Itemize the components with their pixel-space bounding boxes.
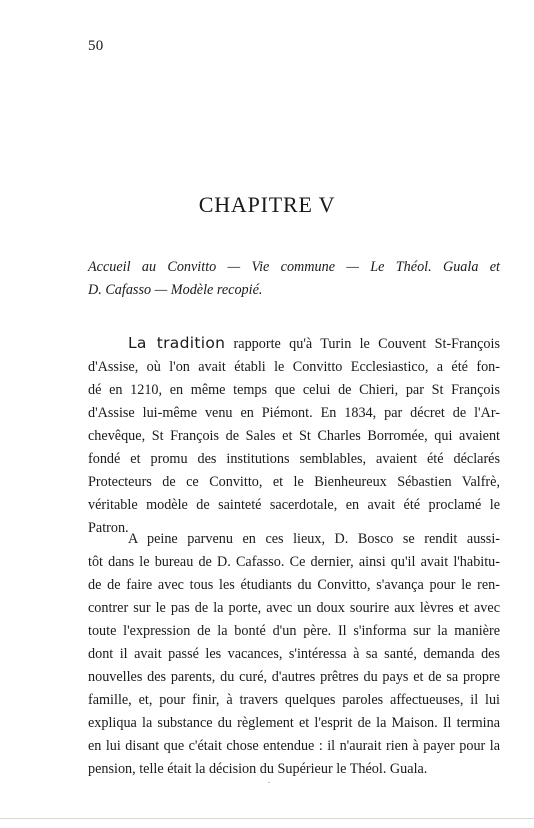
paragraph-line: d'Assise, où l'on avait établi le Convitto Ecclesiastico, a été fon-: [88, 359, 500, 375]
paragraph-line: Patron.: [88, 520, 129, 536]
paragraph-line: dont il avait passé les vacances, s'intéressa à sa santé, demanda des: [88, 646, 500, 662]
paragraph-line: contrer sur le pas de la porte, avec un doux sourire aux lèvres et avec: [88, 600, 500, 616]
paragraph-line: [88, 332, 500, 356]
paragraph-line: tôt dans le bureau de D. Cafasso. Ce dernier, ainsi qu'il avait l'habitu-: [88, 554, 500, 570]
paragraph-line: véritable modèle de sainteté sacerdotale, en avait été proclamé le: [88, 497, 500, 513]
scan-speck: [268, 782, 270, 783]
paragraph-arrival: [88, 528, 500, 781]
paragraph-line: nouvelles des parents, du curé, d'autres prêtres du pays et de sa propre: [88, 669, 500, 685]
paragraph-line: d'Assise lui-même venu en Piémont. En 1834, par décret de l'Ar-: [88, 405, 500, 421]
summary-line: Accueil au Convitto — Vie commune — Le Théol. Guala et: [88, 259, 500, 275]
paragraph-line-text: rapporte qu'à Turin le Couvent St-François: [225, 336, 500, 352]
paragraph-line: chevêque, St François de Sales et St Charles Borromée, qui avaient: [88, 428, 500, 444]
summary-line: D. Cafasso — Modèle recopié.: [88, 282, 263, 298]
page-edge: [0, 818, 534, 819]
paragraph-line: Protecteurs de ce Convitto, et le Bienheureux Sébastien Valfrè,: [88, 474, 500, 490]
paragraph-line: toute l'expression de la bonté d'un père. Il s'informa sur la manière: [88, 623, 500, 639]
paragraph-line: [88, 528, 500, 551]
lead-word: La tradition: [128, 334, 226, 352]
chapter-summary: [88, 256, 500, 302]
paragraph-line: expliqua la substance du règlement et l'esprit de la Maison. Il termina: [88, 715, 500, 731]
page-number: 50: [88, 38, 104, 54]
paragraph-line: de de faire avec tous les étudiants du Convitto, s'avança pour le ren-: [88, 577, 500, 593]
paragraph-line: en lui disant que c'était chose entendue : il n'aurait rien à payer pour la: [88, 738, 500, 754]
chapter-title: CHAPITRE V: [198, 192, 336, 217]
paragraph-line: dé en 1210, en même temps que celui de Chieri, par St François: [88, 382, 500, 398]
paragraph-tradition: [88, 332, 500, 540]
paragraph-line: fondé et promu des institutions semblables, avaient été déclarés: [88, 451, 500, 467]
paragraph-line-text: A peine parvenu en ces lieux, D. Bosco se rendit aussi-: [128, 531, 500, 547]
paragraph-line: famille, et, pour finir, à travers quelques paroles affectueuses, il lui: [88, 692, 500, 708]
paragraph-line: pension, telle était la décision du Supérieur le Théol. Guala.: [88, 761, 428, 777]
